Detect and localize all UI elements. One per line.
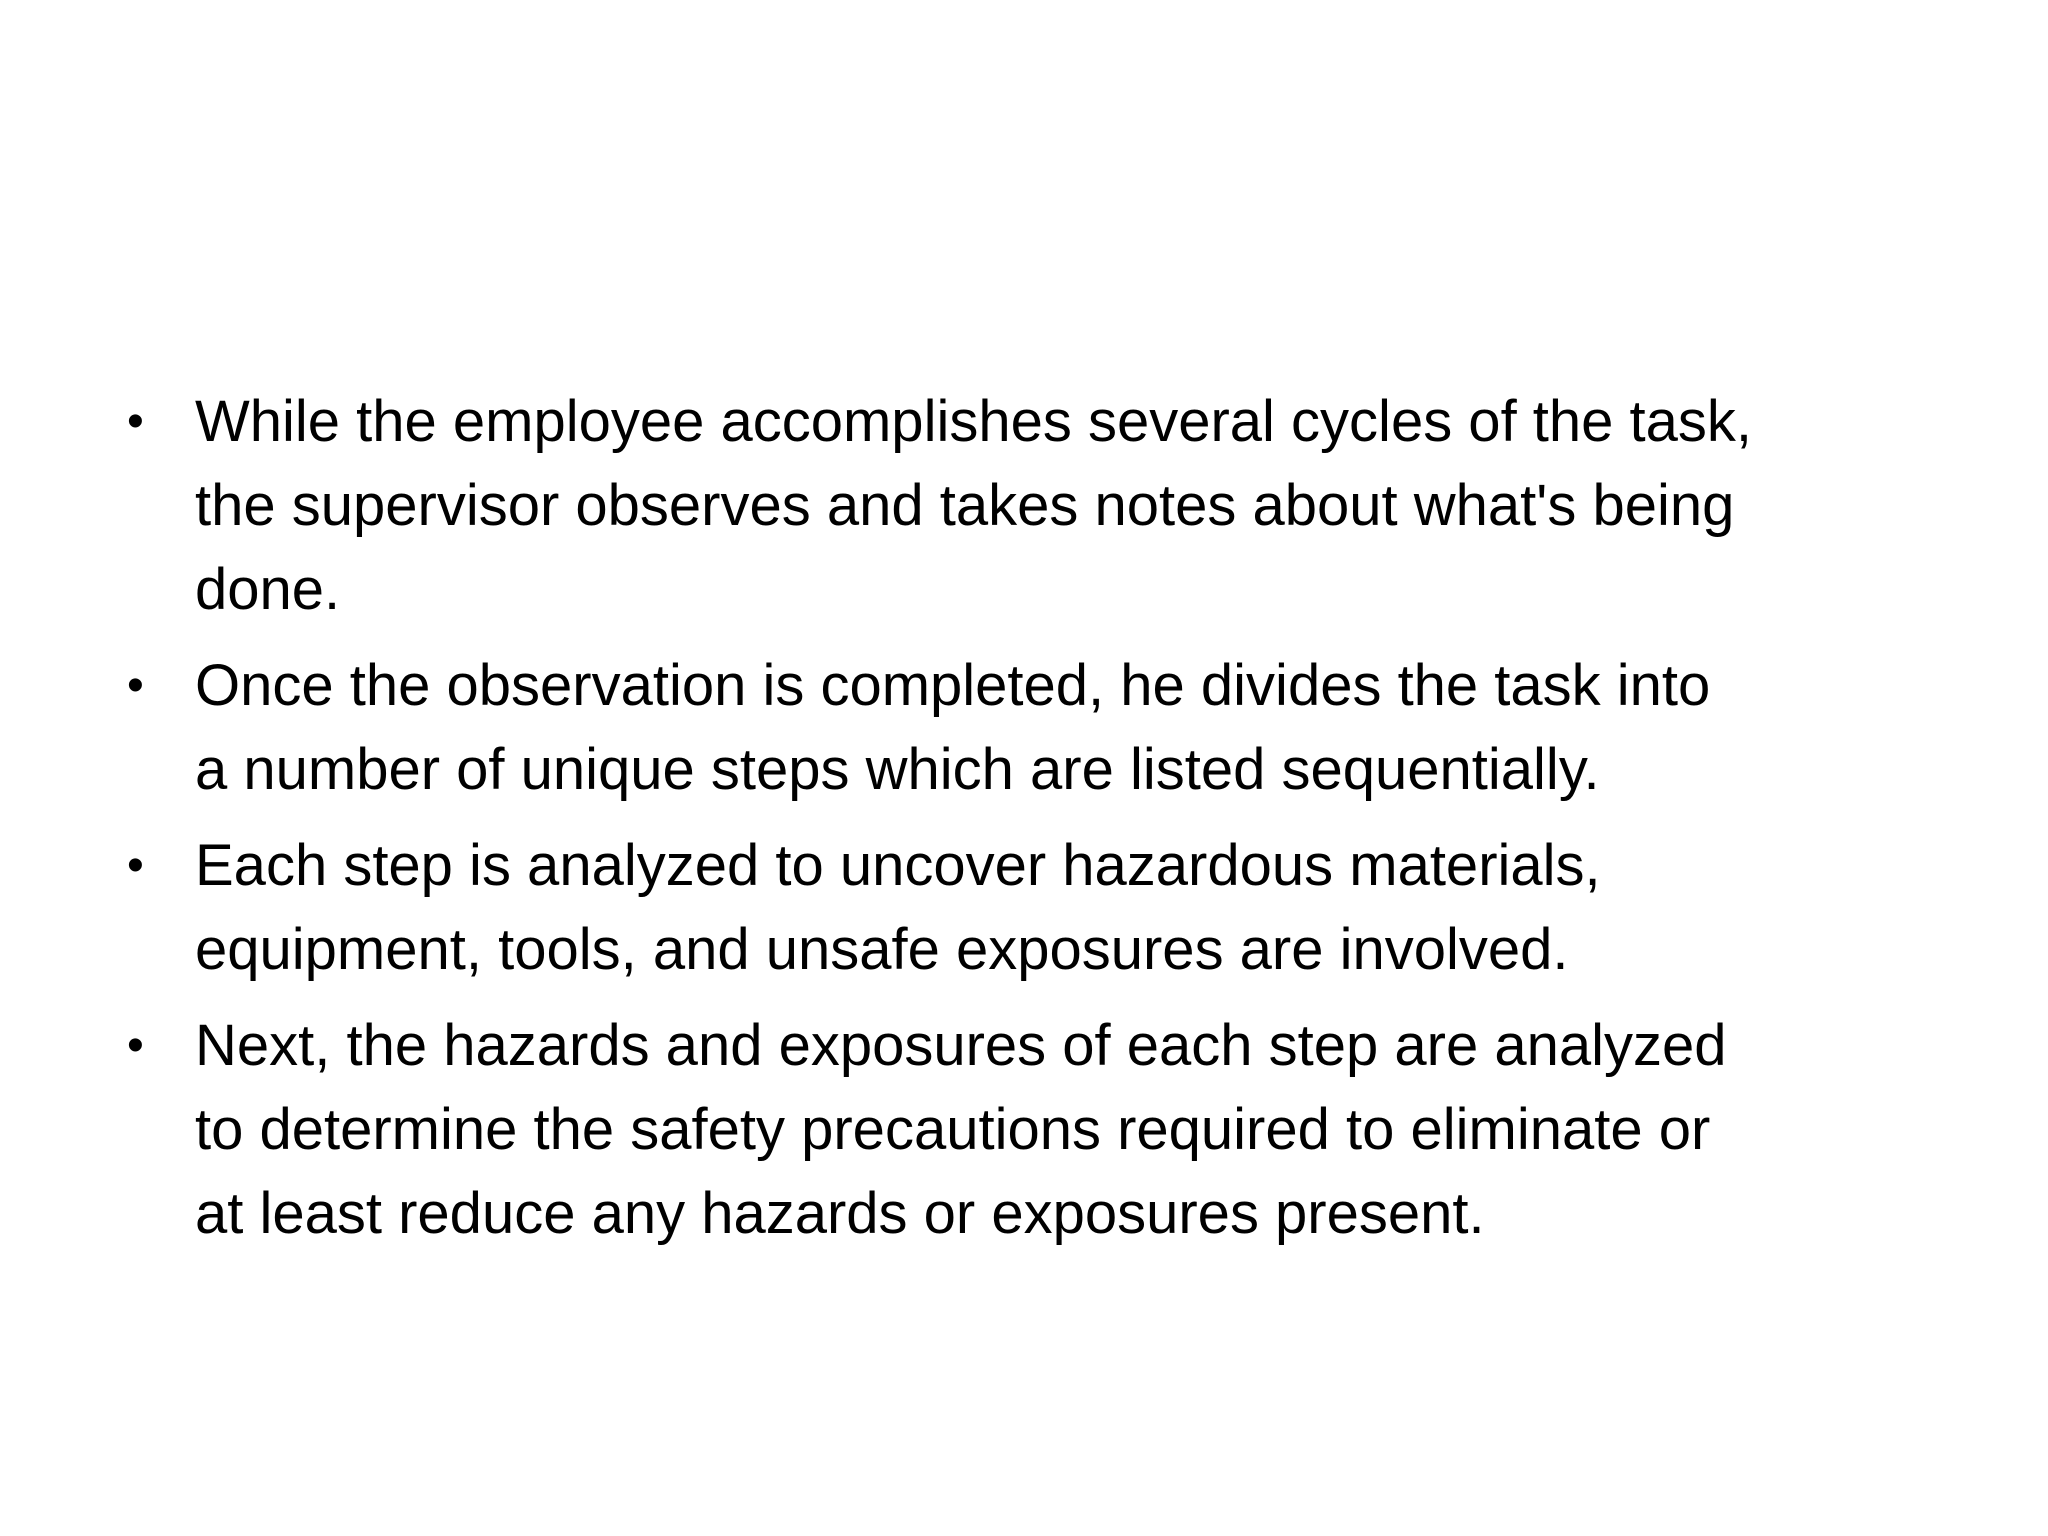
bullet-text: Next, the hazards and exposures of each step are analyzed to determine the safety precautions required to eliminate or at least reduce any hazards or exposures present. [195, 1013, 1727, 1246]
bullet-text: While the employee accomplishes several cycles of the task, the supervisor observes and takes notes about what's being done. [195, 389, 1753, 622]
bullet-list [120, 380, 1950, 1268]
bullet-icon: • [127, 659, 144, 712]
bullet-icon: • [127, 395, 144, 448]
bullet-item [120, 380, 1950, 632]
bullet-item [120, 644, 1950, 812]
bullet-item [120, 1004, 1950, 1256]
bullet-text: Each step is analyzed to uncover hazardous materials, equipment, tools, and unsafe exposures are involved. [195, 833, 1601, 982]
bullet-text: Once the observation is completed, he divides the task into a number of unique steps which are listed sequentially. [195, 653, 1711, 802]
bullet-icon: • [127, 1019, 144, 1072]
bullet-item [120, 824, 1950, 992]
bullet-icon: • [127, 839, 144, 892]
